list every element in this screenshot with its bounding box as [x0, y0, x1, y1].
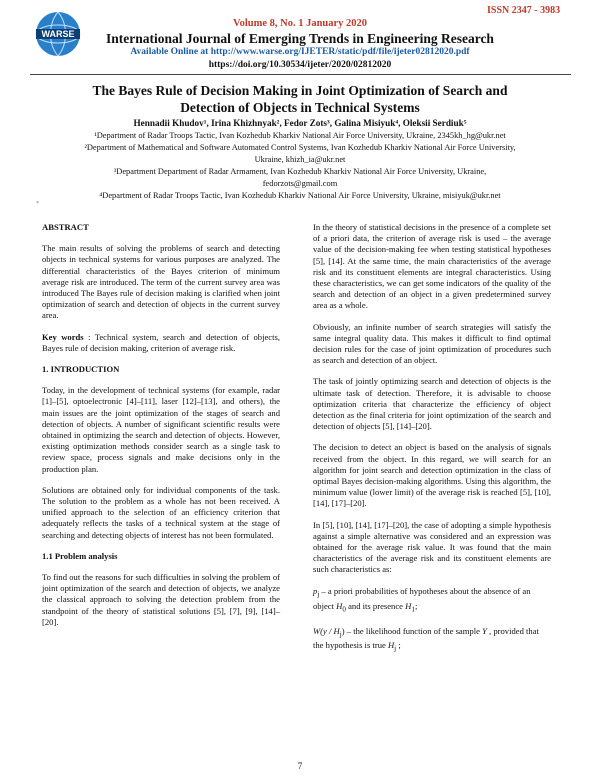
right-paragraph-4: The decision to detect an object is based on the analysis of signals received from the object. In this regard, we will search for an algorithm for joint search and detection optimization in the class of optimal Bayes decision-making algorithms. Using this algorithm, the minimum value (lower limit) of the average risk is reached [5], [10], [14], [17]–[20].	[313, 442, 551, 509]
right-paragraph-1: In the theory of statistical decisions in the presence of a complete set of a priori data, the criterion of average risk is used – the average value of the decision-making fee when testing statistical hypotheses [5], [14]. At the same time, the main characteristics of the average risk and its constituent elements are integral characteristics. Using these characteristics, we can get some indicators of the quality of the search and detection of an object in a given predetermined survey area as a whole.	[313, 222, 551, 311]
introduction-heading: 1. INTRODUCTION	[42, 364, 120, 375]
left-column	[42, 222, 280, 638]
header-divider	[30, 74, 571, 75]
svg-text:WARSE: WARSE	[41, 29, 75, 39]
affiliation-3: ³Department Department of Radar Armament, Ivan Kozhedub Kharkiv National Air Force University, Ukraine, fedorzots@gmail.com	[113, 167, 487, 188]
formula-prior-probability: $p_j$ – a priori probabilities of hypotheses about the absence of an object $H_0$ and its presence $H_1$;	[313, 585, 531, 614]
affiliation-4: ⁴Department of Radar Troops Tactic, Ivan Kozhedub Kharkiv National Air Force University, Ukraine, misiyuk@ukr.net	[99, 191, 501, 200]
keywords: Key words : Technical system, search and detection of objects, Bayes rule of decision making, criterion of average risk.	[42, 331, 280, 353]
problem-paragraph-1: To find out the reasons for such difficulties in solving the problem of joint optimization of the search and detection of objects, we analyze the classical approach to solving the detection problem from the standpoint of the theory of statistical solutions [5], [7], [9], [14]–[20].	[42, 572, 280, 627]
intro-paragraph-2: Solutions are obtained only for individual components of the task. The solution to the problem as a whole has not been received. A unified approach to the selection of an efficiency criterion that adequately reflects the tasks of a technical system at the stage of searching and detecting objects of interest has not been formulated.	[42, 484, 280, 540]
right-paragraph-5: In [5], [10], [14], [17]–[20], the case of adopting a simple hypothesis against a simple alternative was considered and an expression was obtained for the average risk value. It was found that the main characteristics of the average risk and its constituent elements are such characteristics as:	[313, 519, 551, 575]
right-column	[313, 222, 551, 665]
volume-info: Volume 8, No. 1 January 2020	[232, 18, 368, 29]
formula-likelihood: $W(y / H_j)$ – the likelihood function of the sample Y , provided that the hypothesis is true $H_j$ ;	[313, 625, 539, 654]
stray-mark: *	[36, 201, 39, 207]
right-paragraph-3: The task of jointly optimizing search and detection of objects is the ultimate task of detection. Therefore, it is advisable to choose optimization criteria that characterize the efficiency of object detection as the final criteria for joint optimization of the search and detection of objects [5], [14]–[20].	[313, 376, 551, 432]
intro-paragraph-1: Today, in the development of technical systems (for example, radar [1]–[5], optoelectronic [4]–[11], laser [12]–[13], and others), the main issues are the joint optimization of the stages of search and detection of objects. A number of significant scientific results were obtained in optimizing the search and detection of objects. However, existing optimization methods consider search as a single task to review space, process signals and make decisions only in the production plan.	[42, 385, 280, 474]
right-paragraph-2: Obviously, an infinite number of search strategies will satisfy the same integral quality data. This makes it difficult to find optimal decision rules for the case of joint optimization of procedures such as search and detection of an object.	[313, 321, 551, 366]
abstract-heading: ABSTRACT	[42, 222, 89, 232]
affiliation-1: ¹Department of Radar Troops Tactic, Ivan Kozhedub Kharkiv National Air Force University, Ukraine, 2345kh_hg@ukr.net	[94, 131, 506, 140]
journal-title: International Journal of Emerging Trends in Engineering Research	[106, 31, 494, 46]
page-number: 7	[297, 761, 303, 771]
online-link[interactable]: Available Online at http://www.warse.org/IJETER/static/pdf/file/ijeter02812020.pdf	[130, 47, 470, 57]
issn-label: ISSN 2347 - 3983	[487, 5, 561, 16]
problem-analysis-heading: 1.1 Problem analysis	[42, 550, 118, 561]
abstract-text: The main results of solving the problems of search and detecting objects in technical systems for various purposes are analyzed. The differential characteristics of the Bayes criterion of minimum average risk are introduced. The term of the current survey area was introduced The Bayes rule of decision making is clarified when joint optimization of search and detection of objects in the current survey area.	[42, 243, 280, 321]
author-list: Hennadii Khudov¹, Irina Khizhnyak², Fedor Zots³, Galina Misiyuk⁴, Oleksii Serdiuk⁵	[133, 118, 467, 128]
doi-link[interactable]: https://doi.org/10.30534/ijeter/2020/02812020	[208, 60, 392, 70]
affiliation-2: ²Department of Mathematical and Software Automated Control Systems, Ivan Kozhedub Kharkiv National Air Force University, Ukraine, khizh_ia@ukr.net	[84, 143, 516, 164]
paper-title: The Bayes Rule of Decision Making in Joint Optimization of Search and Detection of Objects in Technical Systems	[92, 83, 508, 115]
